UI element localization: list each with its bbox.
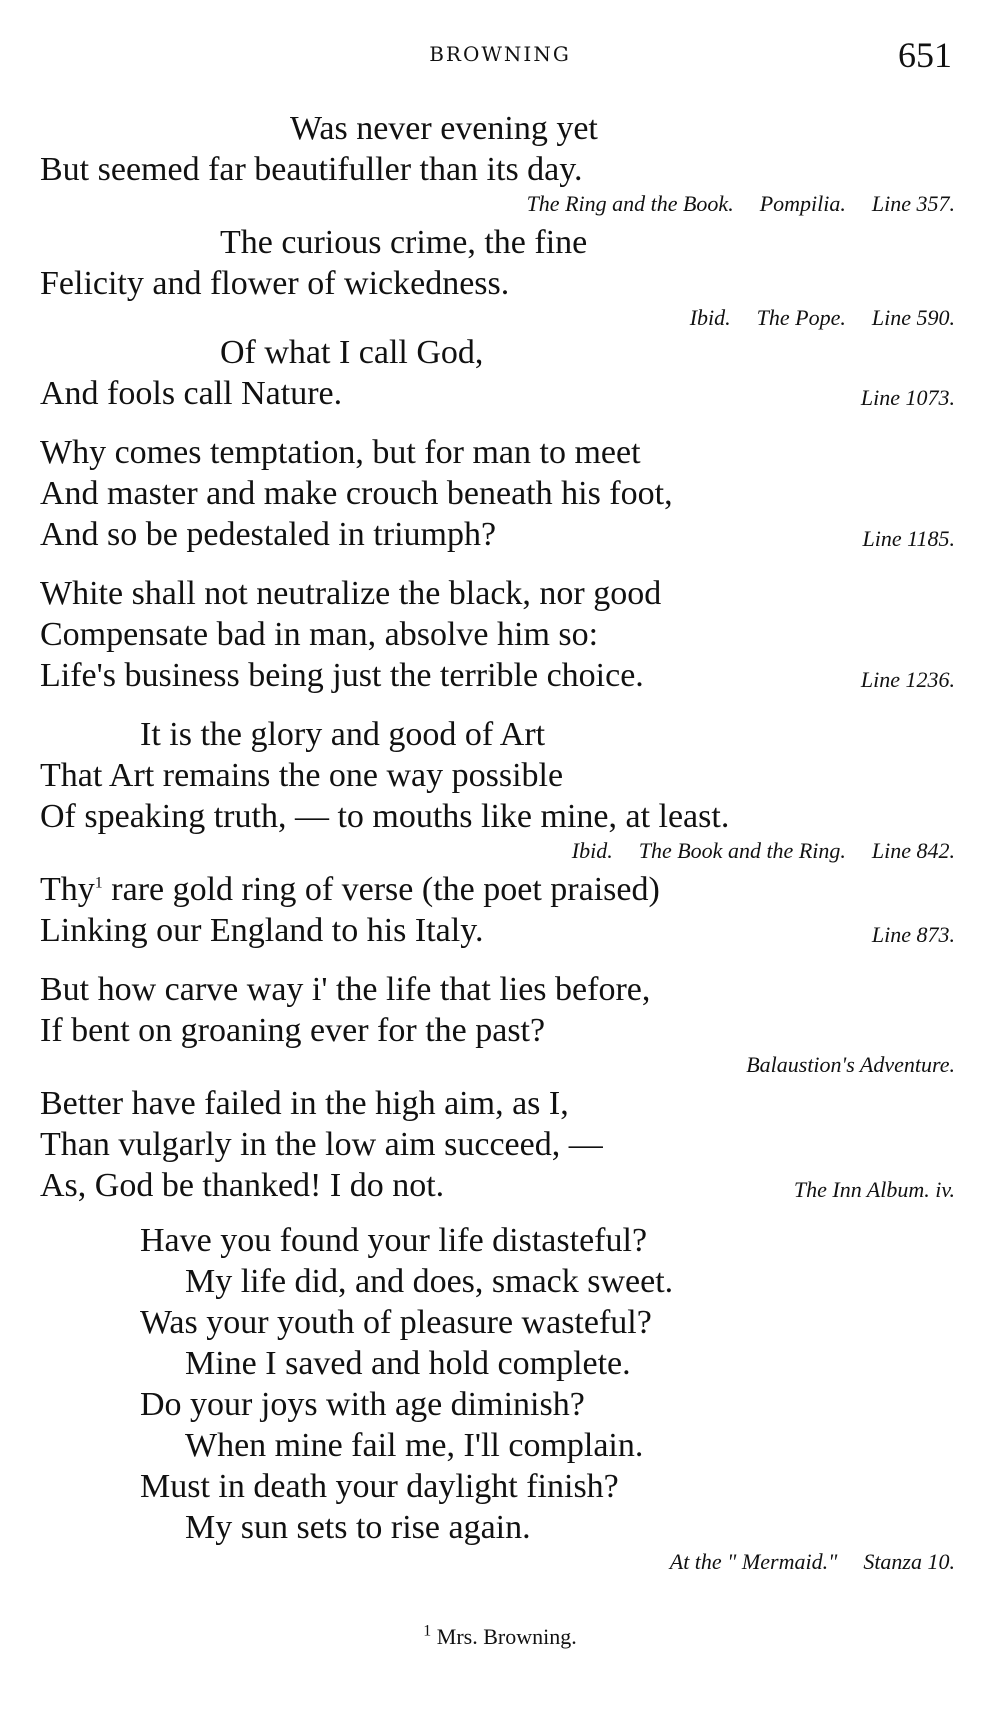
verse-line: [40, 910, 955, 951]
verse-line: Than vulgarly in the low aim succeed, —: [40, 1126, 603, 1163]
verse-line: Why comes temptation, but for man to meet: [40, 434, 641, 471]
quotation: [40, 432, 955, 555]
quotation: [40, 1220, 955, 1576]
citation-line: The Inn Album. iv.: [793, 1177, 955, 1202]
verse-line: When mine fail me, I'll complain.: [185, 1427, 644, 1464]
verse-line: Of what I call God,: [220, 334, 484, 371]
verse-line: Must in death your daylight finish?: [140, 1468, 619, 1505]
quotation: [40, 714, 955, 865]
citation-work: The Ring and the Book.: [526, 191, 734, 216]
verse-line: Compensate bad in man, absolve him so:: [40, 616, 599, 653]
citation-line: Line 590.: [871, 305, 955, 330]
citation-work: Ibid.: [571, 838, 613, 863]
citation-work: Ibid.: [689, 305, 731, 330]
verse-line: But seemed far beautifuller than its day.: [40, 151, 583, 188]
citation: [40, 837, 955, 865]
citation-line: Line 1236.: [860, 667, 955, 692]
citation-line: Stanza 10.: [863, 1549, 955, 1574]
citation-line: Line 357.: [871, 191, 955, 216]
verse-line: [40, 373, 955, 414]
verse-line: But how carve way i' the life that lies before,: [40, 971, 651, 1008]
verse-text: Linking our England to his Italy.: [40, 912, 484, 949]
verse-line: Mine I saved and hold complete.: [185, 1345, 631, 1382]
page-number: 651: [898, 35, 952, 75]
verse-line: [40, 514, 955, 555]
verse-line: Have you found your life distasteful?: [140, 1222, 648, 1259]
running-head: BROWNING: [429, 42, 571, 66]
citation-part: Pompilia.: [759, 191, 846, 216]
quotation: [40, 1083, 955, 1206]
citation-part: The Book and the Ring.: [638, 838, 846, 863]
verse-text: As, God be thanked! I do not.: [40, 1167, 445, 1204]
citation-line: Line 1185.: [862, 526, 955, 551]
verse-line: Was your youth of pleasure wasteful?: [140, 1304, 652, 1341]
verse-line: If bent on groaning ever for the past?: [40, 1012, 546, 1049]
verse-line: Felicity and flower of wickedness.: [40, 265, 510, 302]
verse-line: [40, 1165, 955, 1206]
verse-line: [40, 869, 955, 910]
verse-line: Of speaking truth, — to mouths like mine, at least.: [40, 798, 730, 835]
verse-text: rare gold ring of verse (the poet praised): [102, 871, 660, 908]
quotation: [40, 332, 955, 414]
verse-text: And fools call Nature.: [40, 375, 343, 412]
footnote: [0, 1624, 1000, 1650]
verse-line: It is the glory and good of Art: [140, 716, 546, 753]
quotations: [40, 108, 955, 1576]
verse-line: The curious crime, the fine: [220, 224, 588, 261]
quotation: [40, 108, 955, 218]
quotation: [40, 969, 955, 1079]
footnote-mark: 1: [94, 874, 103, 892]
verse-line: My sun sets to rise again.: [185, 1509, 531, 1546]
citation-work: At the " Mermaid.": [669, 1549, 838, 1574]
page-header: [40, 35, 960, 78]
verse-line: White shall not neutralize the black, nor good: [40, 575, 662, 612]
citation: [40, 1548, 955, 1576]
verse-line: Was never evening yet: [290, 110, 598, 147]
citation-part: The Pope.: [756, 305, 846, 330]
verse-line: And master and make crouch beneath his foot,: [40, 475, 673, 512]
verse-line: [40, 655, 955, 696]
footnote-text: Mrs. Browning.: [431, 1624, 577, 1649]
verse-line: My life did, and does, smack sweet.: [185, 1263, 674, 1300]
citation-work: Balaustion's Adventure.: [746, 1052, 955, 1077]
verse-text: And so be pedestaled in triumph?: [40, 516, 497, 553]
citation-line: Line 1073.: [860, 385, 955, 410]
quotation: [40, 869, 955, 951]
verse-text: Life's business being just the terrible choice.: [40, 657, 644, 694]
verse-text: Thy: [40, 871, 95, 908]
citation: [40, 1051, 955, 1079]
footnote-mark: 1: [423, 1622, 432, 1640]
quotation: [40, 222, 955, 332]
quotation: [40, 573, 955, 696]
citation-line: Line 842.: [871, 838, 955, 863]
citation: [40, 190, 955, 218]
verse-line: Better have failed in the high aim, as I,: [40, 1085, 569, 1122]
verse-line: That Art remains the one way possible: [40, 757, 564, 794]
verse-line: Do your joys with age diminish?: [140, 1386, 585, 1423]
citation-line: Line 873.: [871, 922, 955, 947]
citation: [40, 304, 955, 332]
